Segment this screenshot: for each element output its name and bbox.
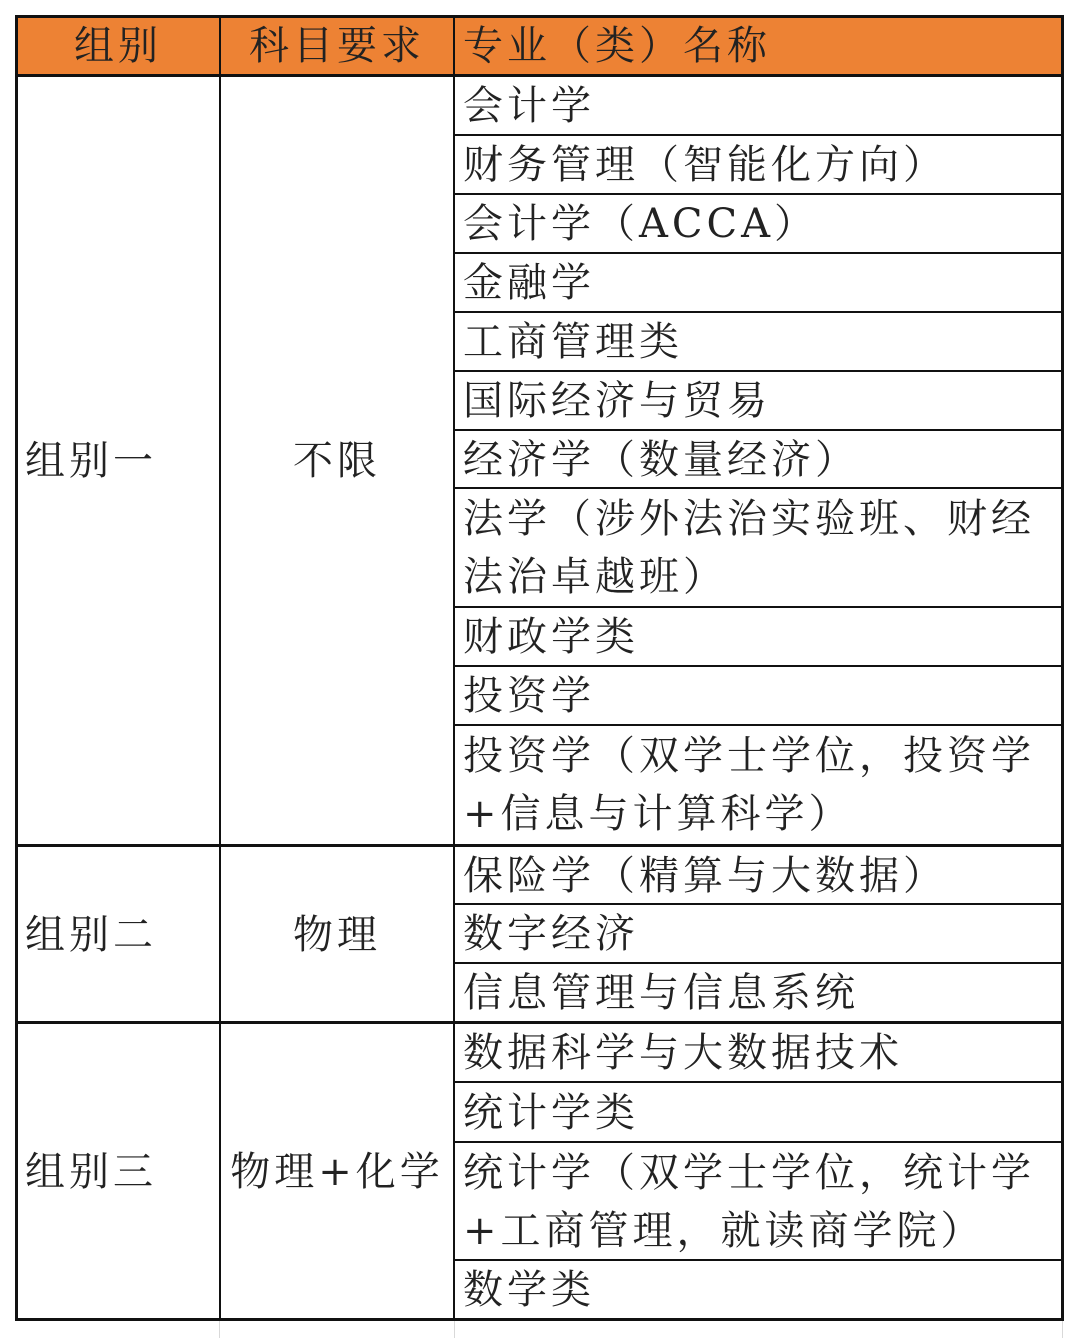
table-border bbox=[219, 15, 221, 1321]
row-border bbox=[455, 724, 1062, 726]
subject-requirement-cell: 物理 bbox=[293, 911, 381, 958]
major-cell: 金融学 bbox=[463, 260, 595, 306]
major-cell: 经济学（数量经济） bbox=[463, 436, 859, 483]
gridline bbox=[454, 1321, 455, 1338]
row-border bbox=[455, 1141, 1062, 1143]
major-cell: 财务管理（智能化方向） bbox=[463, 142, 947, 188]
major-cell: 法学（涉外法治实验班、财经法治卓越班） bbox=[463, 496, 1035, 600]
table-border bbox=[15, 844, 1064, 847]
subject-requirement-cell: 物理+化学 bbox=[230, 1148, 444, 1195]
table-border bbox=[15, 15, 18, 1321]
header-group: 组别 bbox=[17, 17, 219, 75]
row-border bbox=[455, 962, 1062, 964]
major-cell: 统计学（双学士学位，统计学+工商管理，就读商学院） bbox=[463, 1149, 1035, 1254]
major-cell: 数学类 bbox=[463, 1267, 595, 1313]
subject-requirement-cell: 不限 bbox=[293, 437, 381, 484]
row-border bbox=[455, 1259, 1062, 1261]
major-cell: 数据科学与大数据技术 bbox=[463, 1030, 903, 1076]
table-border bbox=[15, 74, 1064, 77]
row-border bbox=[455, 134, 1062, 136]
major-cell: 数字经济 bbox=[463, 911, 639, 957]
row-border bbox=[455, 193, 1062, 195]
row-border bbox=[455, 311, 1062, 313]
table-border bbox=[15, 1318, 1064, 1321]
row-border bbox=[455, 487, 1062, 489]
table-border bbox=[15, 15, 1064, 18]
row-border bbox=[455, 606, 1062, 608]
table-border bbox=[453, 15, 455, 1321]
major-cell: 财政学类 bbox=[463, 614, 639, 660]
major-cell: 统计学类 bbox=[463, 1089, 639, 1136]
major-cell: 投资学（双学士学位，投资学+信息与计算科学） bbox=[463, 733, 1035, 837]
header-major: 专业（类）名称 bbox=[455, 17, 1062, 75]
major-cell: 会计学 bbox=[463, 82, 595, 129]
group-name-cell: 组别三 bbox=[25, 1148, 157, 1195]
major-cell: 保险学（精算与大数据） bbox=[463, 852, 947, 899]
major-cell: 国际经济与贸易 bbox=[463, 378, 771, 424]
table-border bbox=[1061, 15, 1064, 1321]
major-cell: 投资学 bbox=[463, 673, 595, 719]
table-border bbox=[15, 1021, 1064, 1024]
header-subject: 科目要求 bbox=[220, 17, 454, 75]
major-cell: 信息管理与信息系统 bbox=[463, 970, 859, 1016]
gridline bbox=[219, 1321, 220, 1338]
row-border bbox=[455, 665, 1062, 667]
row-border bbox=[455, 370, 1062, 372]
group-name-cell: 组别二 bbox=[25, 911, 157, 958]
row-border bbox=[455, 903, 1062, 905]
major-cell: 会计学（ACCA） bbox=[463, 201, 818, 247]
row-border bbox=[455, 1081, 1062, 1083]
group-name-cell: 组别一 bbox=[25, 437, 157, 484]
major-cell: 工商管理类 bbox=[463, 319, 683, 365]
gridline bbox=[1062, 1321, 1063, 1338]
row-border bbox=[455, 252, 1062, 254]
row-border bbox=[455, 429, 1062, 431]
